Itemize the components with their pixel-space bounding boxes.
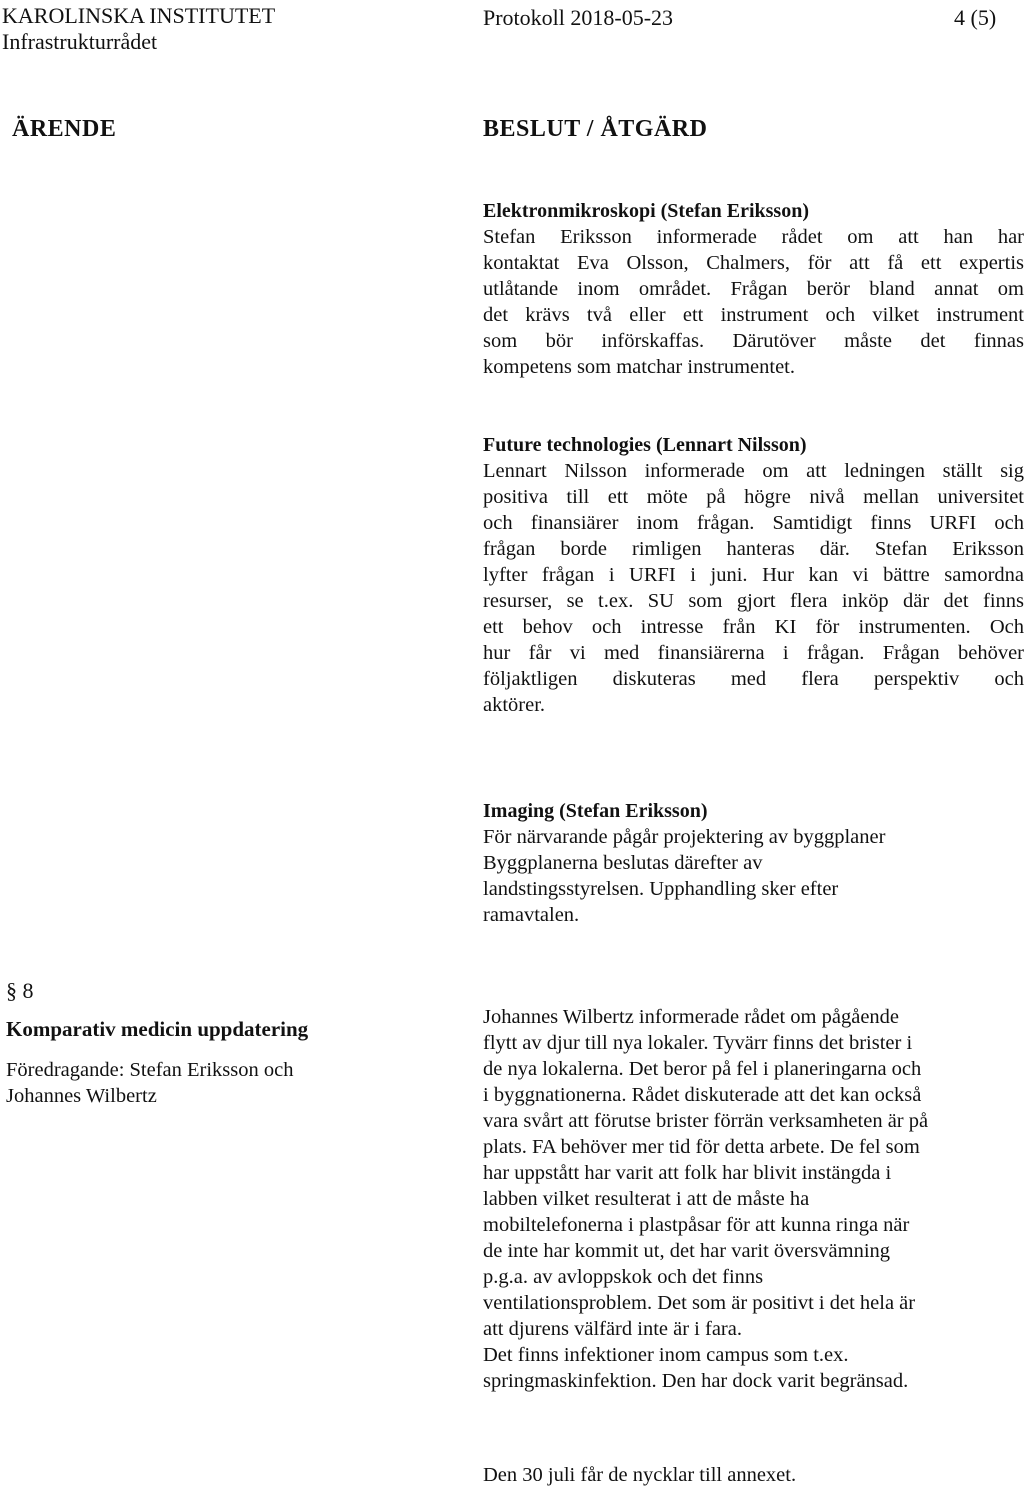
- text-line: har uppstått har varit att folk har blivit instängda i: [483, 1162, 892, 1184]
- text-line: de nya lokalerna. Det beror på fel i planeringarna och: [483, 1058, 922, 1080]
- text-line: p.g.a. av avloppskok och det finns: [483, 1266, 764, 1288]
- text-line: För närvarande pågår projektering av byggplaner: [483, 826, 886, 848]
- text-line: vara svårt att förutse brister förrän verksamheten är på: [483, 1110, 929, 1132]
- text-line: kontaktat Eva Olsson, Chalmers, för att få ett expertis: [483, 252, 1024, 274]
- page-number: 4 (5): [954, 5, 997, 30]
- text-line: positiva till ett möte på högre nivå mellan universitet: [483, 486, 1024, 508]
- text-line: ventilationsproblem. Det som är positivt i det hela är: [483, 1292, 916, 1314]
- text-line: plats. FA behöver mer tid för detta arbete. De fel som: [483, 1136, 920, 1158]
- text-line: i byggnationerna. Rådet diskuterade att det kan också: [483, 1084, 922, 1106]
- institution-name: KAROLINSKA INSTITUTET: [2, 3, 276, 28]
- text-line: labben vilket resulterat i att de måste ha: [483, 1188, 810, 1210]
- block-title: Imaging (Stefan Eriksson): [483, 800, 708, 822]
- section-presenter: [6, 1057, 294, 1109]
- block-imaging: [483, 798, 885, 928]
- block-elektronmikroskopi: [483, 198, 1024, 380]
- column-title-beslut: BESLUT / ÅTGÄRD: [483, 116, 708, 142]
- text-line: utlåtande inom området. Frågan berör bland annat om: [483, 278, 1024, 300]
- text-line: Föredragande: Stefan Eriksson och: [6, 1059, 294, 1081]
- text-line: aktörer.: [483, 694, 546, 716]
- block-future-technologies: [483, 432, 1024, 718]
- text-line: landstingsstyrelsen. Upphandling sker efter: [483, 878, 839, 900]
- text-line: Johannes Wilbertz: [6, 1085, 157, 1107]
- text-line: springmaskinfektion. Den har dock varit begränsad.: [483, 1370, 909, 1392]
- text-line: ramavtalen.: [483, 904, 580, 926]
- section-number: § 8: [6, 978, 34, 1003]
- text-line: resurser, se t.ex. SU som gjort flera inköp där det finns: [483, 590, 1024, 612]
- section-title: Komparativ medicin uppdatering: [6, 1017, 309, 1041]
- text-line: följaktligen diskuteras med flera perspektiv och: [483, 668, 1024, 690]
- text-line: mobiltelefonerna i plastpåsar för att kunna ringa när: [483, 1214, 910, 1236]
- text-line: och finansiärer inom frågan. Samtidigt finns URFI och: [483, 512, 1024, 534]
- text-line: ett behov och intresse från KI för instrumenten. Och: [483, 616, 1024, 638]
- text-line: Johannes Wilbertz informerade rådet om pågående: [483, 1006, 900, 1028]
- block-title: Elektronmikroskopi (Stefan Eriksson): [483, 200, 809, 222]
- text-line: kompetens som matchar instrumentet.: [483, 356, 795, 378]
- text-line: frågan borde rimligen hanteras där. Stefan Eriksson: [483, 538, 1024, 560]
- text-line: flytt av djur till nya lokaler. Tyvärr finns det brister i: [483, 1032, 913, 1054]
- text-line: hur får vi med finansiärerna i frågan. Frågan behöver: [483, 642, 1024, 664]
- protocol-date: Protokoll 2018-05-23: [483, 5, 674, 30]
- text-line: lyfter frågan i URFI i juni. Hur kan vi bättre samordna: [483, 564, 1024, 586]
- text-line: det krävs två eller ett instrument och vilket instrument: [483, 304, 1024, 326]
- text-line: Stefan Eriksson informerade rådet om att han har: [483, 226, 1024, 248]
- text-line: Lennart Nilsson informerade om att ledningen ställt sig: [483, 460, 1024, 482]
- block-title: Future technologies (Lennart Nilsson): [483, 434, 807, 456]
- text-line: som bör införskaffas. Därutöver måste det finnas: [483, 330, 1024, 352]
- text-line: Byggplanerna beslutas därefter av: [483, 852, 763, 874]
- closing-line: Den 30 juli får de nycklar till annexet.: [483, 1464, 797, 1486]
- text-line: de inte har kommit ut, det har varit översvämning: [483, 1240, 891, 1262]
- section-body: [483, 1004, 928, 1394]
- text-line: att djurens välfärd inte är i fara.: [483, 1318, 742, 1340]
- text-line: Det finns infektioner inom campus som t.ex.: [483, 1344, 849, 1366]
- department-name: Infrastrukturrådet: [2, 29, 158, 54]
- column-title-arende: ÄRENDE: [12, 116, 117, 142]
